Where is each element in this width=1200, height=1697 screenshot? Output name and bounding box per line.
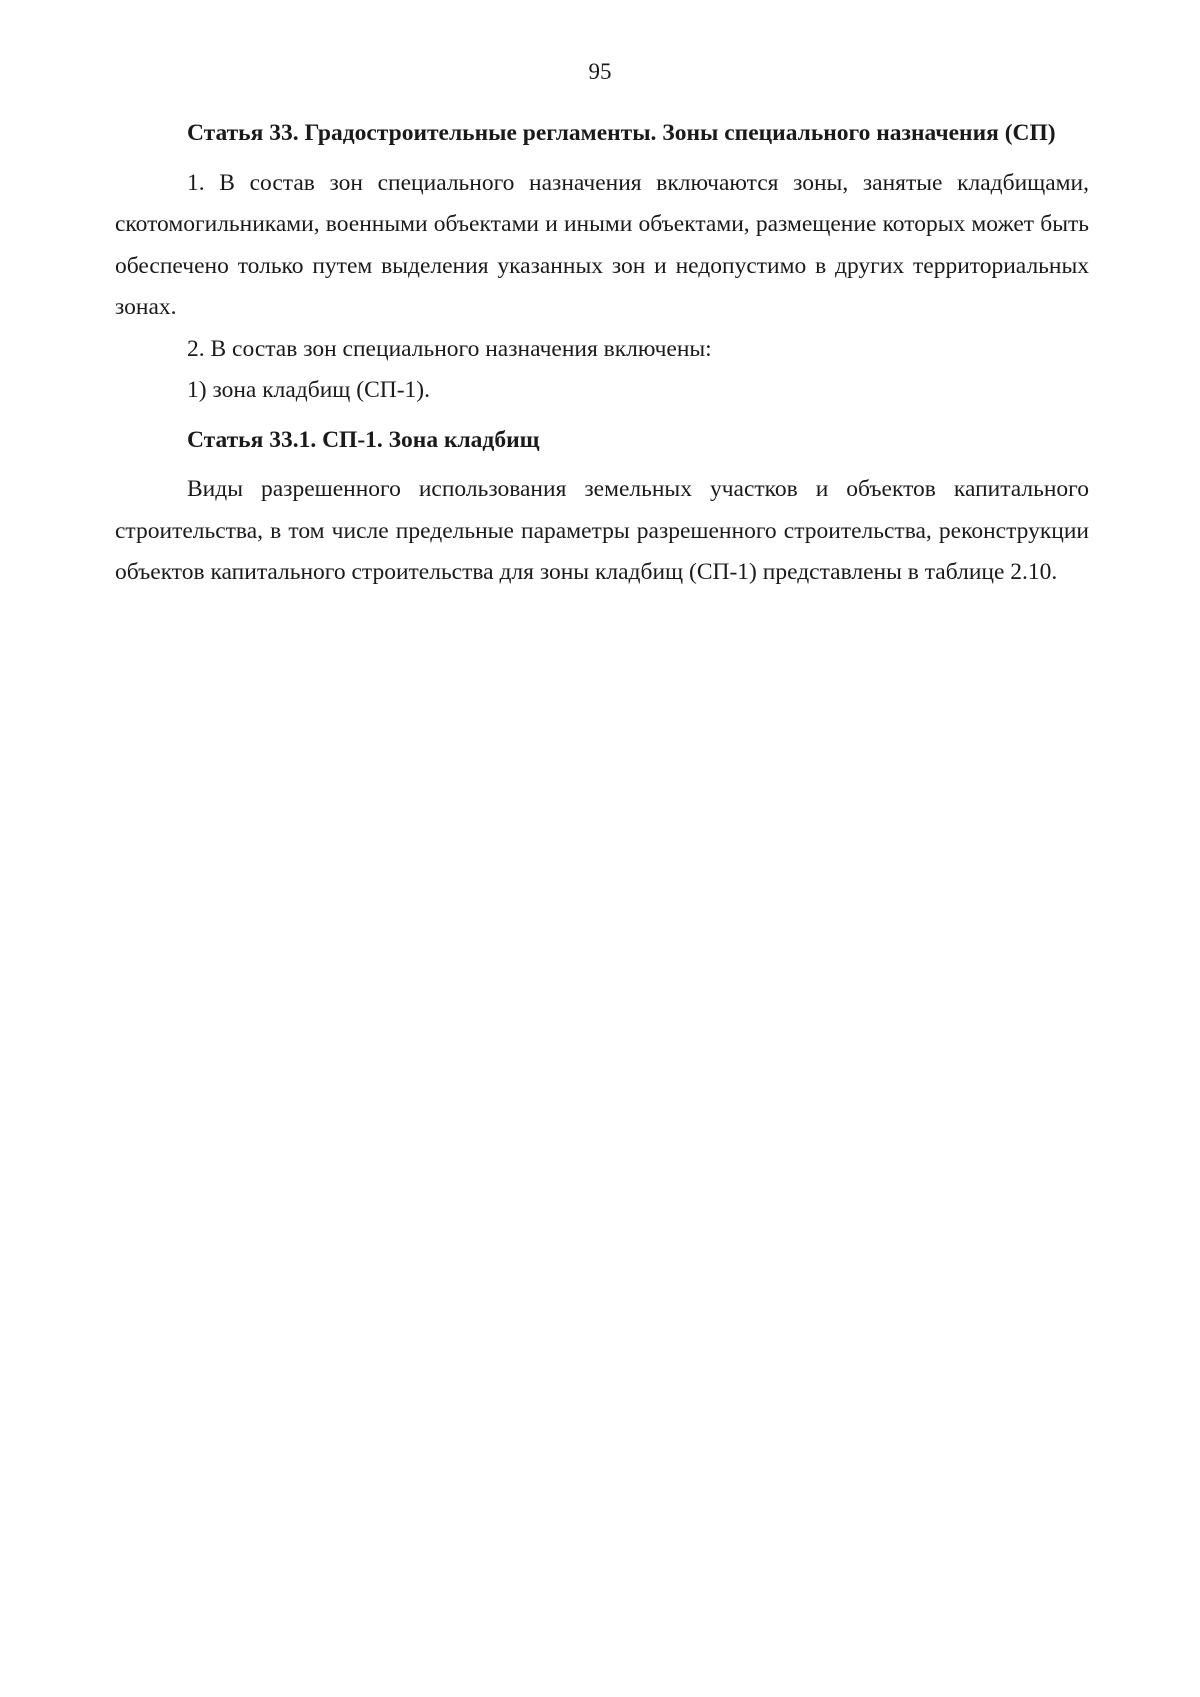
article-33-paragraph-2: 2. В состав зон специального назначения включены: [187, 335, 712, 362]
article-33-1-heading: Статья 33.1. СП-1. Зона кладбищ [187, 426, 540, 453]
document-body [115, 113, 1089, 594]
article-33-1-paragraph-1: Виды разрешенного использования земельных участков и объектов капитального строительства, в том числе предельные параметры разрешенного строительства, реконструкции объектов капитального строительства для зоны кладбищ (СП-1) представлены в таблице 2.10. [115, 476, 1089, 585]
page-number: 95 [588, 59, 612, 84]
article-33-paragraph-1: 1. В состав зон специального назначения включаются зоны, занятые кладбищами, скотомогильниками, военными объектами и иными объектами, размещение которых может быть обеспечено только путем выделения указанных зон и недопустимо в других территориальных зонах. [115, 169, 1089, 320]
article-33-heading: Статья 33. Градостроительные регламенты. Зоны специального назначения (СП) [187, 120, 1056, 146]
article-33-list-item-1: 1) зона кладбищ (СП-1). [187, 377, 431, 403]
